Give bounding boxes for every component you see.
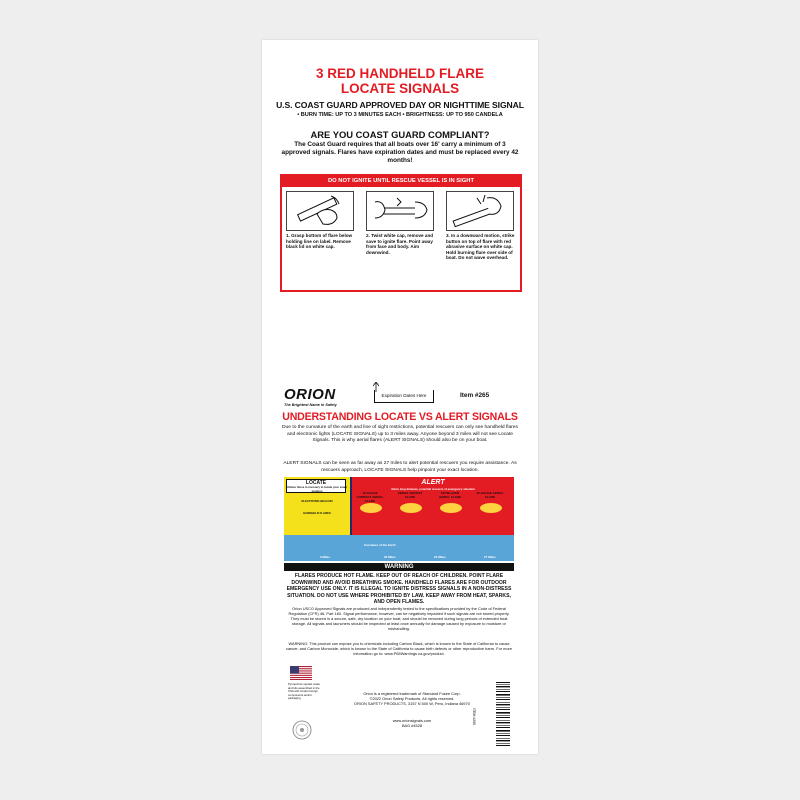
flare-label-3: SKYBLAZER AERIAL FLARE — [439, 491, 461, 499]
locate-alert-diagram — [284, 477, 514, 561]
item-number-vertical: ITEM #265 — [472, 708, 476, 726]
flare-label-4: 12-GAUGE AERIAL FLARE — [476, 491, 504, 499]
expiration-box: Expiration Dates Here — [374, 390, 434, 403]
grasp-flare-illustration — [286, 191, 354, 231]
trademark-line: Orion is a registered trademark of Standard Fusee Corp. — [363, 691, 461, 696]
address-line: ORION SAFETY PRODUCTS, 3157 N 500 W, Peru, Indiana 46970 — [354, 701, 470, 706]
understanding-heading: UNDERSTANDING LOCATE VS ALERT SIGNALS — [282, 411, 518, 423]
logo-text: ORION — [284, 386, 336, 403]
horizon-label: Curvature of the Earth — [364, 543, 396, 547]
step-2 — [366, 191, 440, 255]
compliance-question: ARE YOU COAST GUARD COMPLIANT? — [310, 129, 490, 140]
warning-text: FLARES PRODUCE HOT FLAME. KEEP OUT OF REACH OF CHILDREN. POINT FLARE DOWNWIND AND AVOID BREATHING SMOKE. HANDHELD FLARES ARE FOR OUTDOOR EMERGENCY USE ONLY. IT IS ILLEGAL TO IGNITE DISTRESS SIGNALS IN A NON-DISTRESS SITUATION. DO NOT USE WHERE PROHIBITED BY LAW. KEEP AWAY FROM HEAT, SPARKS, AND OPEN FLAMES. — [286, 573, 512, 606]
strike-flare-illustration — [446, 191, 514, 231]
step-3 — [446, 191, 520, 261]
website-block — [332, 718, 492, 728]
distance-label: 24 Miles — [434, 555, 446, 559]
approval-subtitle: U.S. COAST GUARD APPROVED DAY OR NIGHTTIME SIGNAL — [276, 100, 524, 110]
trademark-block — [332, 691, 492, 706]
alert-subtitle: Alerts long distance, potential rescuers of emergency situation — [391, 487, 475, 491]
ignition-instructions — [280, 174, 522, 292]
flare-package-card — [262, 40, 538, 754]
prop65-warning: WARNING: This product can expose you to chemicals including Carbon Black, which is known to the State of California to cause cancer, and Carbon Monoxide, which is known to the State of California to cause birth defects or other reproductive harm. For more information go to: www.P65Warnings.ca.gov/product. — [286, 641, 512, 656]
flare-burst-icon — [440, 503, 462, 513]
distance-label: 27 Miles — [484, 555, 496, 559]
step-2-text: 2. Twist white cap, remove and save to ignite flare. Point away from face and body. Aim downwind. — [366, 233, 434, 255]
distance-label: 22 Miles — [384, 555, 396, 559]
instructions-header: DO NOT IGNITE UNTIL RESCUE VESSEL IS IN SIGHT — [282, 176, 520, 187]
title-line-2: LOCATE SIGNALS — [340, 81, 460, 96]
flare-burst-icon — [480, 503, 502, 513]
title-line-1: 3 RED HANDHELD FLARE — [315, 66, 484, 81]
flare-label-1: 12-GAUGE COMPACT AERIAL FLARE — [356, 491, 384, 503]
made-in-usa-note: Pyrotechnic signals made and kits assembled in the USA with certain foreign components and/or packaging — [288, 682, 320, 701]
understanding-paragraph-2: ALERT SIGNALS can be seen as far away as 27 miles to alert potential rescuers you require assistance. As rescuers approach, LOCATE SIGNALS help pinpoint your exact location. — [283, 461, 517, 473]
step-1-text: 1. Grasp bottom of flare below holding line on label. Remove black lid on white cap. — [286, 233, 353, 250]
us-flag-icon — [290, 666, 312, 680]
product-title — [262, 66, 538, 96]
spec-line: • BURN TIME: UP TO 3 MINUTES EACH • BRIGHTNESS: UP TO 950 CANDELA — [297, 112, 503, 118]
distance-label: 3 Miles — [320, 555, 331, 559]
barcode-icon — [496, 680, 510, 750]
flare-burst-icon — [400, 503, 422, 513]
warning-bar: WARNING — [284, 563, 514, 571]
locate-title-text: LOCATE — [305, 480, 327, 486]
brand-tagline: The Brightest Name in Safety — [284, 403, 337, 407]
certification-seal-icon — [292, 720, 312, 740]
website-link: www.orionsignals.com — [392, 718, 432, 723]
flare-label-2: AERIAL ROCKET FLARE — [397, 491, 423, 499]
electronic-beacon-label: ELECTRONIC BEACON — [301, 499, 333, 503]
alert-title: ALERT — [421, 479, 445, 486]
sea-area — [284, 535, 514, 561]
copyright-line: ©2022 Orion Safety Products. All rights reserved. — [369, 696, 455, 701]
compliance-paragraph: The Coast Guard requires that all boats over 16' carry a minimum of 3 approved signals. Flares have expiration dates and must be replaced every 42 months! — [281, 141, 519, 164]
item-number: Item #265 — [460, 392, 490, 399]
orion-logo — [284, 386, 336, 403]
bag-number: BAG #4528 — [401, 723, 423, 728]
understanding-paragraph-1: Due to the curvature of the earth and line of sight restrictions, potential rescuers can only see handheld flares and electronic lights (LOCATE SIGNALS) up to 3 miles away. Anyone beyond 3 miles will not see Locate Signals. This is why aerial flares (ALERT SIGNALS) should also be on your boat. — [282, 425, 518, 444]
locate-subtitle: Allows those in recovery to locate your exact position — [287, 485, 347, 493]
step-3-text: 3. In a downward motion, strike button on top of flare with red abrasive surface on white cap. Hold burning flare over side of boat. Do not wave overhead. — [446, 233, 515, 261]
step-1 — [286, 191, 360, 250]
flare-burst-icon — [360, 503, 382, 513]
twist-cap-illustration — [366, 191, 434, 231]
uscg-note: Orion USCG Approved Signals are produced and independently tested to the specifications provided by the Code of Federal Regulation (CFR) 46, Part 160. Signal performance, however, can be negatively impacted if such signals are not stored properly. They must be stored in a secure, safe, dry location on your boat, and should be removed during long periods of extended boat storage. All signals and launchers should be inspected at least once annually for damage caused by exposure to moisture or mishandling. — [288, 606, 510, 631]
handheld-flares-label: HANDHELD FLARES — [303, 511, 331, 515]
